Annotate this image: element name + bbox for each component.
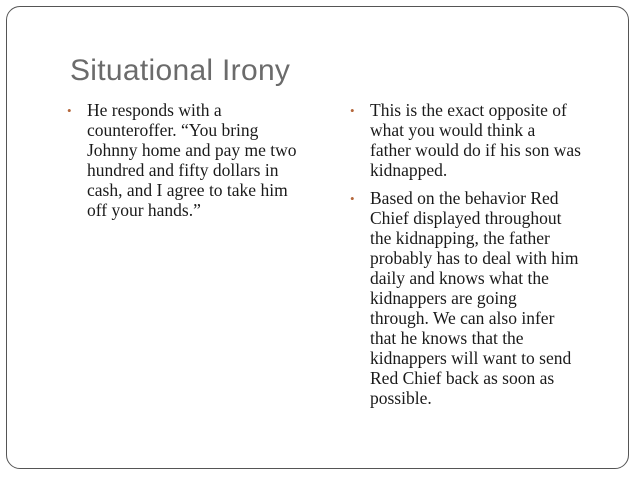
bullet-item	[67, 100, 329, 220]
slide-title: Situational Irony	[70, 54, 291, 87]
bullet-dot-icon: •	[350, 191, 355, 206]
bullet-line: kidnappers will want to send	[370, 348, 572, 368]
bullet-text	[370, 188, 608, 408]
bullet-line: what you would think a	[370, 120, 536, 140]
bullet-line: This is the exact opposite of	[370, 100, 567, 120]
bullet-line: through. We can also infer	[370, 308, 555, 328]
bullet-line: father would do if his son was	[370, 140, 581, 160]
bullet-item	[350, 100, 608, 180]
bullet-line: Johnny home and pay me two	[87, 140, 297, 160]
bullet-line: kidnapped.	[370, 160, 448, 180]
bullet-line: Chief displayed throughout	[370, 208, 562, 228]
bullet-text	[370, 100, 608, 180]
right-column	[350, 100, 608, 416]
bullet-line: possible.	[370, 388, 432, 408]
bullet-line: He responds with a	[87, 100, 222, 120]
bullet-line: hundred and fifty dollars in	[87, 160, 279, 180]
bullet-line: daily and knows what the	[370, 268, 549, 288]
bullet-line: that he knows that the	[370, 328, 524, 348]
bullet-line: kidnappers are going	[370, 288, 517, 308]
bullet-dot-icon: •	[67, 103, 72, 118]
left-column	[67, 100, 329, 228]
bullet-line: cash, and I agree to take him	[87, 180, 288, 200]
bullet-line: probably has to deal with him	[370, 248, 579, 268]
bullet-line: counteroffer. “You bring	[87, 120, 259, 140]
bullet-line: Based on the behavior Red	[370, 188, 559, 208]
bullet-item	[350, 188, 608, 408]
bullet-text	[87, 100, 329, 220]
bullet-line: off your hands.”	[87, 200, 201, 220]
bullet-line: Red Chief back as soon as	[370, 368, 555, 388]
bullet-dot-icon: •	[350, 103, 355, 118]
bullet-line: the kidnapping, the father	[370, 228, 550, 248]
